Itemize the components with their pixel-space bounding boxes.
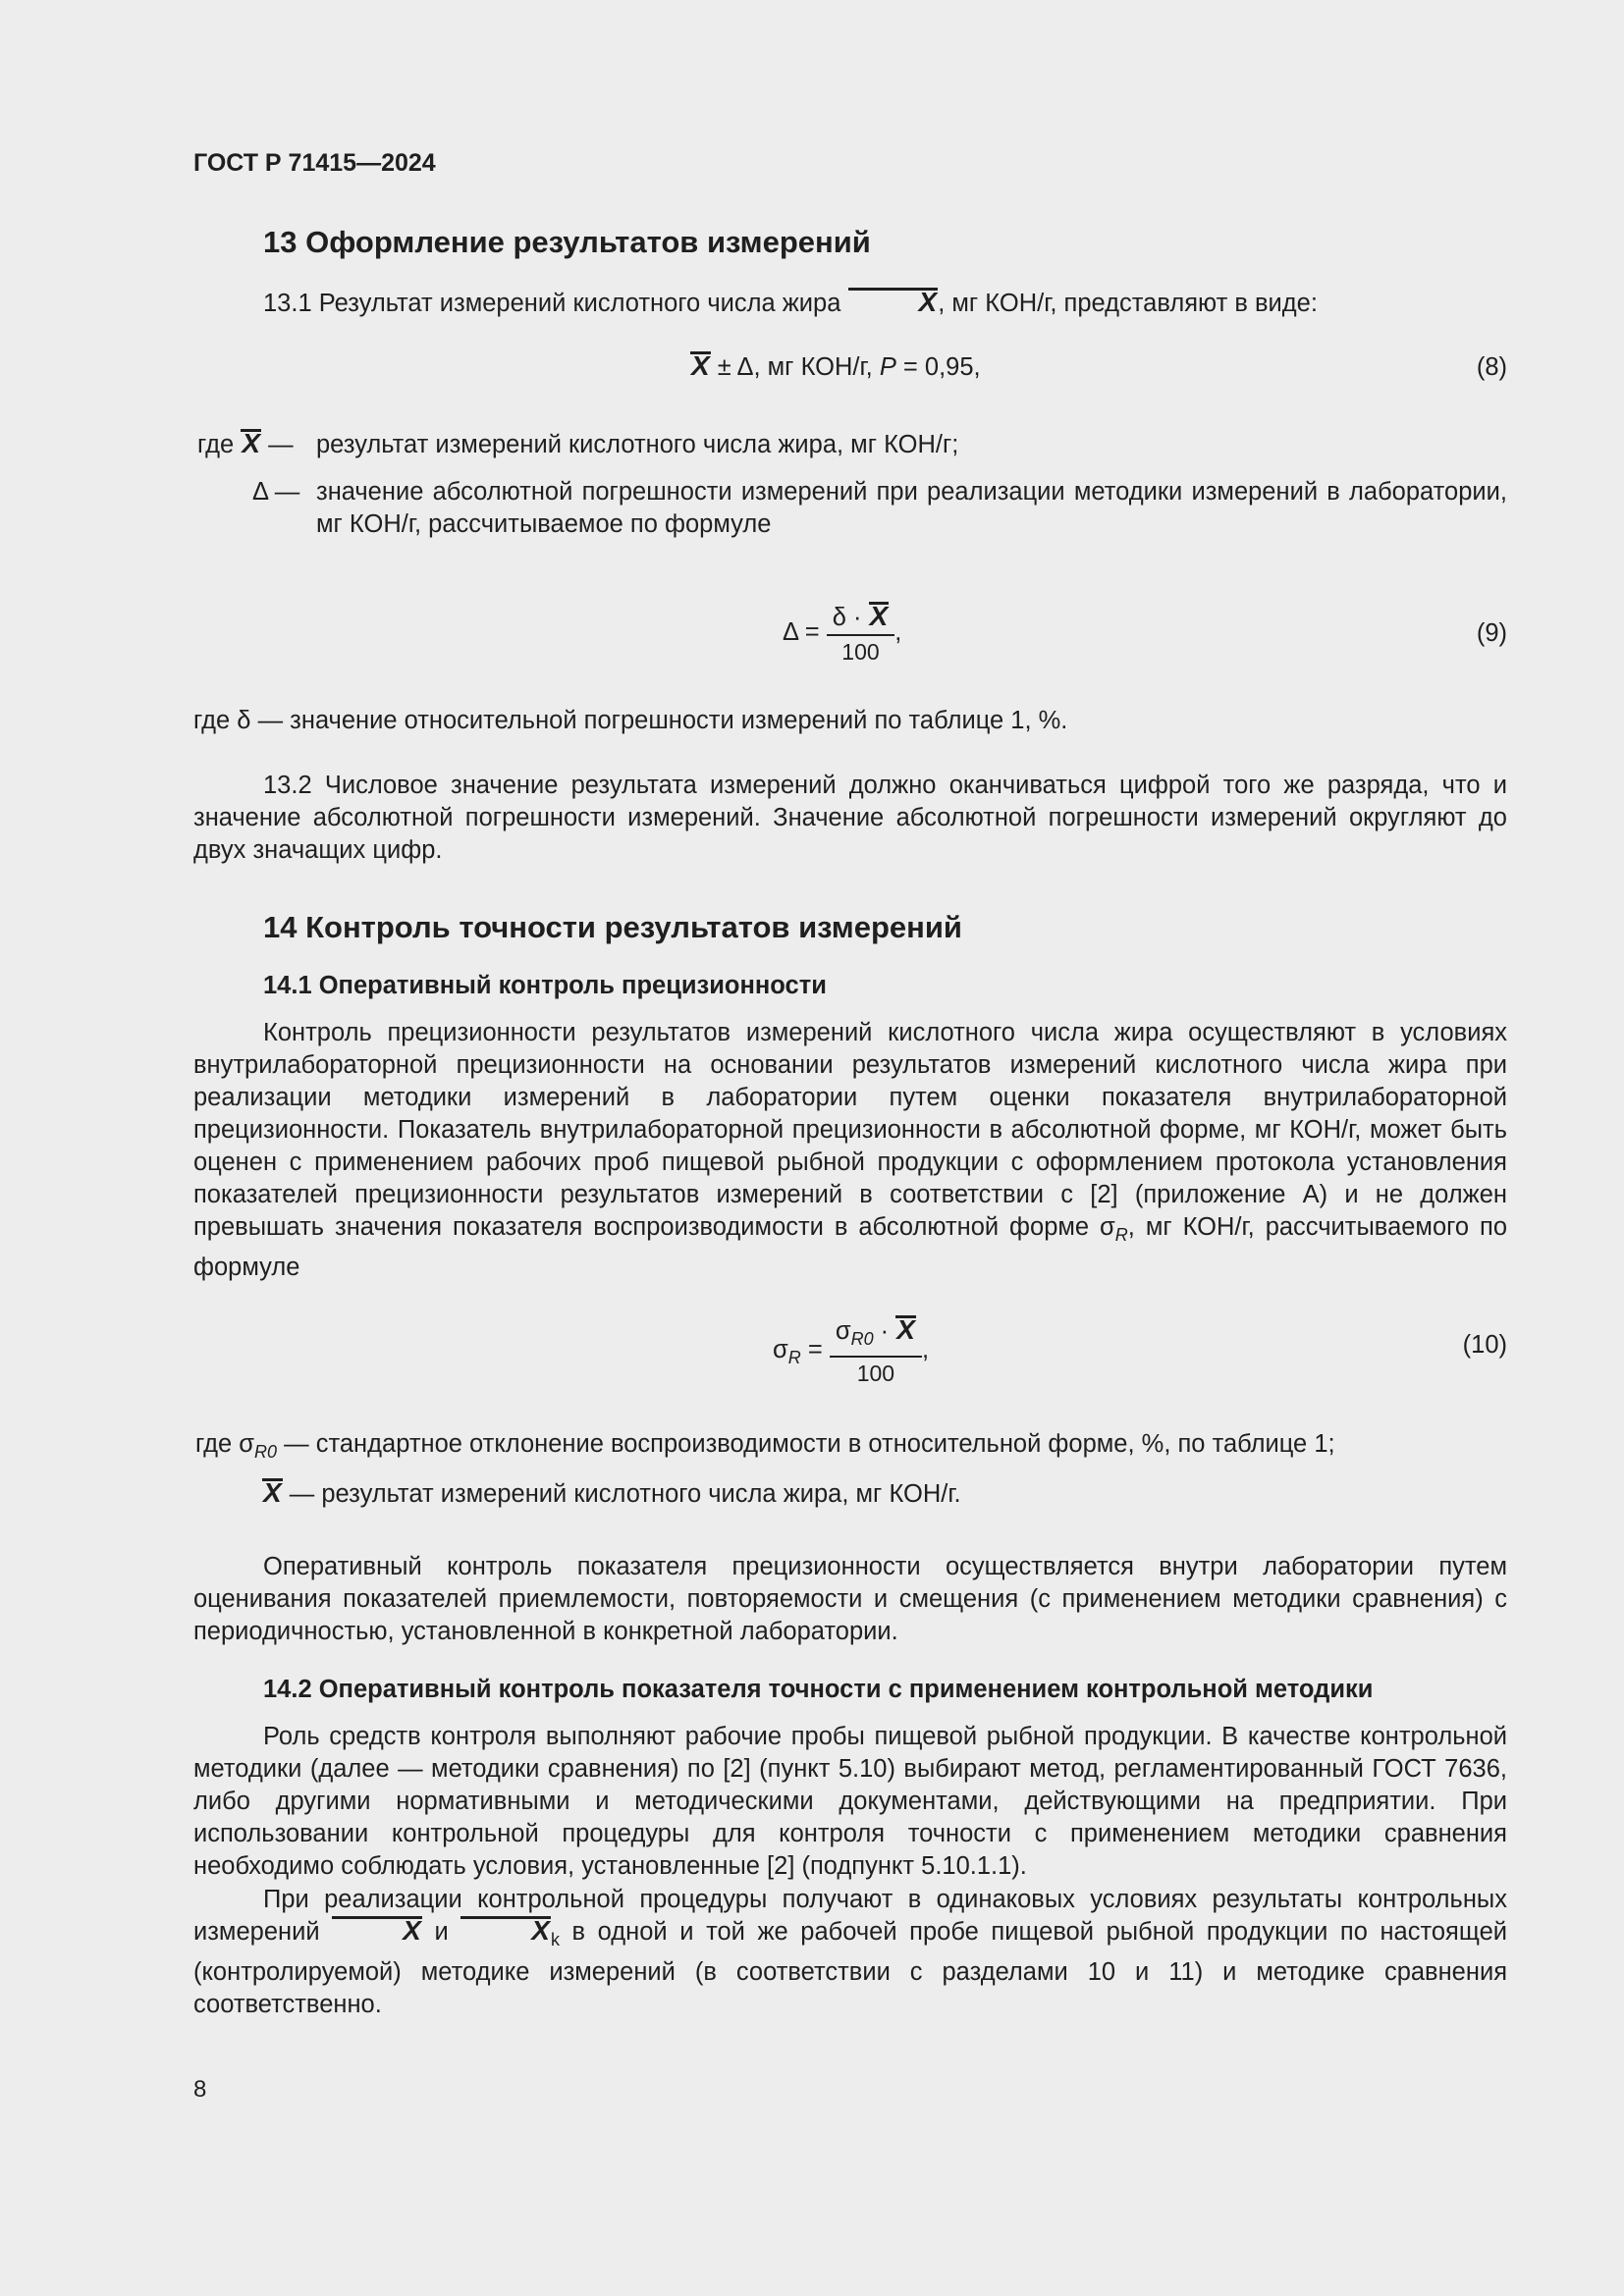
formula-10: $\sigma_R$ = $\frac{\sigma_{R0} \cdot X}{100}$ , (10) [773, 1314, 1507, 1386]
x-bar-symbol: X [460, 1916, 551, 1943]
document-id: ГОСТ Р 71415—2024 [193, 149, 436, 177]
x-bar-symbol: X [691, 350, 710, 381]
section-13-title: 13 Оформление результатов измерений [263, 225, 871, 259]
x-bar-symbol: X [332, 1916, 422, 1943]
formula-number: (10) [1462, 1331, 1507, 1359]
where-item-xbar-2: X — результат измерений кислотного числа жира, мг КОН/г. [263, 1477, 961, 1508]
paragraph-14-2: Роль средств контроля выполняют рабочие пробы пищевой рыбной продукции. В качестве контрольной методики (далее — методики сравнения) по [2] (пункт 5.10) выбирают метод, регламентированный ГОСТ 7636, либо другими нормативными и методическими документами, действующими на предприятии. При использовании контрольной процедуры для контроля точности с применением методики сравнения необходимо соблюдать условия, установленные [2] (подпункт 5.10.1.1). [193, 1723, 1507, 1880]
paragraph-14-1: Контроль прецизионности результатов измерений кислотного числа жира осуществляют в условиях внутрилабораторной прецизионности на основании результатов измерений кислотного числа жира при реализации методики измерений в лаборатории путем оценки показателя внутрилабораторной прецизионности. Показатель внутрилабораторной прецизионности в абсолютной форме, мг КОН/г, может быть оценен с применением рабочих проб пищевой рыбной продукции с оформлением протокола установления показателей прецизионности результатов измерений в соответствии с [2] (приложение А) и не должен превышать значения показателя воспроизводимости в абсолютной форме $\sigma_R$, мг КОН/г, рассчитываемого по формуле [193, 1019, 1507, 1281]
paragraph-14-2-b: При реализации контрольной процедуры получают в одинаковых условиях результаты контрольных измерений X и $X_k$ в одной и той же рабочей пробе пищевой рыбной продукции по настоящей (контролируемой) методике измерений (в соответствии с разделами 10 и 11) и методике сравнения соответственно. [193, 1886, 1507, 2018]
formula-8: X ± Δ, мг КОН/г, P = 0,95, (8) [193, 351, 1507, 430]
where-item-delta: Δ — значение абсолютной погрешности измерений при реализации методики измерений в лаборатории, мг КОН/г, рассчитываемое по формуле [252, 478, 1507, 538]
paragraph-13-1: 13.1 Результат измерений кислотного числа жира X, мг КОН/г, представляют в виде: [263, 287, 1318, 317]
fraction: $\frac{\sigma_{R0} \cdot X}{100}$ [830, 1315, 922, 1387]
paragraph-13-2: 13.2 Числовое значение результата измерений должно оканчиваться цифрой того же разряда, что и значение абсолютной погрешности измерений. Значение абсолютной погрешности измерений округляют до двух значащих цифр. [193, 772, 1507, 864]
where-item-sigma: где $\sigma_{R0}$ — стандартное отклонение воспроизводимости в относительной форме, %, по таблице 1; [195, 1430, 1335, 1462]
x-bar-symbol: X [263, 1477, 282, 1508]
formula-number: (9) [1476, 619, 1507, 647]
page-number: 8 [193, 2076, 207, 2103]
x-bar-symbol: X [848, 288, 939, 314]
section-14-title: 14 Контроль точности результатов измерений [263, 910, 962, 944]
where-item-delta-rel: где δ — значение относительной погрешности измерений по таблице 1, %. [193, 707, 1068, 734]
paragraph-14-1-b: Оперативный контроль показателя прецизионности осуществляется внутри лаборатории путем оценивания показателей приемлемости, повторяемости и смещения (с применением методики сравнения) с периодичностью, установленной в конкретной лаборатории. [193, 1553, 1507, 1645]
x-bar-symbol: X [242, 428, 260, 458]
where-item-xbar: где X — результат измерений кислотного числа жира, мг КОН/г; [197, 428, 959, 458]
x-bar-symbol: X [869, 601, 889, 631]
x-bar-symbol: X [896, 1314, 915, 1345]
fraction: $\frac{\delta \cdot X}{100}$ [827, 602, 895, 666]
formula-number: (8) [1476, 353, 1507, 381]
subsection-14-2-title: 14.2 Оперативный контроль показателя точности с применением контрольной методики [263, 1676, 1374, 1703]
formula-9: Δ = $\frac{\delta \cdot X}{100}$ , (9) [783, 601, 1507, 665]
subsection-14-1-title: 14.1 Оперативный контроль прецизионности [263, 972, 827, 999]
